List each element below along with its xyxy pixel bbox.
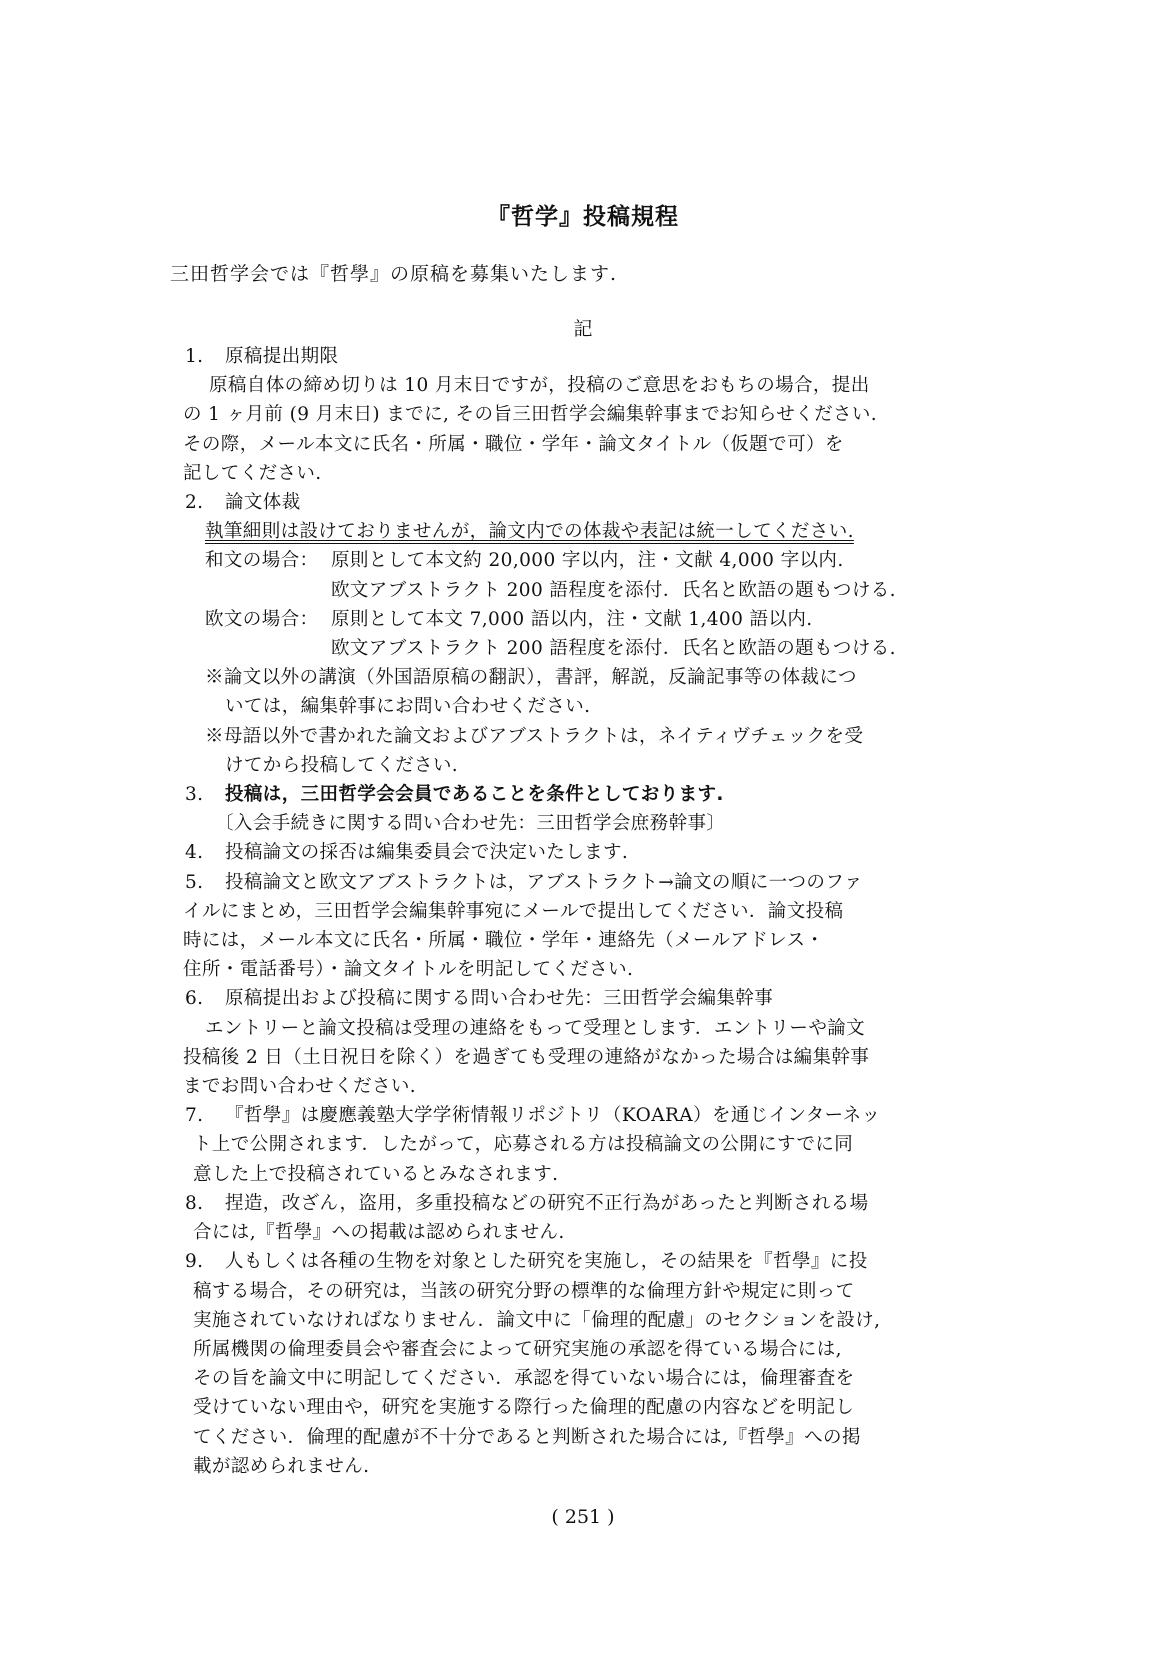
rule-heading: 投稿は，三田哲学会会員であることを条件としております.: [225, 784, 724, 806]
rule-item-2: [183, 488, 995, 517]
rule-line: 載が認められません.: [193, 1455, 370, 1477]
rule-number: 5.: [185, 871, 204, 893]
rule-item-6: [183, 984, 995, 1013]
rule-9-body: [183, 1277, 995, 1481]
rules-list: [183, 342, 995, 1481]
membership-contact: 〔入会手続きに関する問い合わせ先：三田哲学会庶務幹事〕: [215, 813, 726, 835]
rule-number: 9.: [185, 1251, 204, 1273]
rule-line: 人もしくは各種の生物を対象とした研究を実施し，その結果を『哲學』に投: [225, 1251, 868, 1273]
document-title: 『哲学』投稿規程: [487, 204, 679, 230]
rule-1-body: [183, 371, 995, 488]
format-unify-note: 執筆細則は設けておりませんが，論文内での体裁や表記は統一してください.: [205, 521, 854, 543]
rule-line: イルにまとめ，三田哲学会編集幹事宛にメールで提出してください．論文投稿: [183, 900, 844, 922]
rule-number: 8.: [185, 1192, 204, 1214]
rule-7-body: [183, 1130, 995, 1188]
rule-item-4: [183, 838, 995, 867]
rule-line: 投稿後 2 日（土日祝日を除く）を過ぎても受理の連絡がなかった場合は編集幹事: [183, 1046, 870, 1068]
note-line: いては，編集幹事にお問い合わせください.: [225, 696, 591, 718]
spec-line: 欧文アブストラクト 200 語程度を添付．氏名と欧語の題もつける.: [331, 579, 896, 601]
rule-number: 1.: [185, 346, 204, 367]
rule-8-body: [183, 1218, 995, 1247]
rule-line: エントリーと論文投稿は受理の連絡をもって受理とします．エントリーや論文: [205, 1017, 866, 1039]
note-line: ※母語以外で書かれた論文およびアブストラクトは，ネイティヴチェックを受: [205, 725, 864, 747]
rule-2-body: [183, 517, 995, 780]
rule-number: 2.: [185, 492, 204, 514]
rule-number: 6.: [185, 988, 204, 1010]
rule-line: 投稿論文と欧文アブストラクトは，アブストラクト→論文の順に一つのファ: [225, 871, 863, 893]
rule-line: 時には，メール本文に氏名・所属・職位・学年・連絡先（メールアドレス・: [183, 930, 825, 952]
rule-line: 所属機関の倫理委員会や審査会によって研究実施の承認を得ている場合には,: [193, 1338, 842, 1360]
spec-european: [205, 605, 995, 634]
rule-line: 受けていない理由や，研究を実施する際行った倫理的配慮の内容などを明記し: [193, 1397, 855, 1419]
rule-item-1: [183, 342, 995, 371]
spec-line: 原則として本文約 20,000 字以内，注・文献 4,000 字以内.: [331, 550, 844, 572]
rule-number: 3.: [185, 784, 204, 806]
rule-item-5: [183, 868, 995, 897]
rule-1-line: 原稿自体の締め切りは 10 月末日ですが，投稿のご意思をおもちの場合，提出: [209, 375, 870, 397]
rule-item-3: [183, 780, 995, 809]
rule-line: 捏造，改ざん，盗用，多重投稿などの研究不正行為があったと判断される場: [225, 1192, 869, 1214]
rule-line: 稿する場合，その研究は，当該の研究分野の標準的な倫理方針や規定に則って: [193, 1280, 855, 1302]
spec-line: 欧文アブストラクト 200 語程度を添付．氏名と欧語の題もつける.: [331, 638, 896, 660]
rule-heading: 論文体裁: [225, 492, 301, 514]
rule-line: 実施されていなければなりません．論文中に「倫理的配慮」のセクションを設け,: [193, 1309, 881, 1331]
rule-item-8: [183, 1189, 995, 1218]
intro-text: 三田哲学会では『哲學』の原稿を募集いたします.: [170, 263, 618, 285]
rule-line: ト上で公開されます．したがって，応募される方は投稿論文の公開にすでに同: [193, 1134, 854, 1156]
note-line: ※論文以外の講演（外国語原稿の翻訳），書評，解説，反論記事等の体裁につ: [205, 667, 857, 689]
rule-1-line: その際，メール本文に氏名・所属・職位・学年・論文タイトル（仮題で可）を: [183, 433, 844, 455]
rule-item-9: [183, 1247, 995, 1276]
page-number: ( 251 ): [551, 1506, 615, 1528]
spec-label: 和文の場合：: [205, 550, 319, 572]
spec-japanese: [205, 546, 995, 575]
rule-6-body: [183, 1014, 995, 1102]
rule-number: 4.: [185, 842, 204, 864]
rule-line: てください．倫理的配慮が不十分であると判断された場合には,『哲學』への掲: [193, 1426, 861, 1448]
rule-5-body: [183, 897, 995, 985]
note-line: けてから投稿してください.: [225, 754, 459, 776]
rule-line: 住所・電話番号）・論文タイトルを明記してください.: [183, 959, 634, 981]
ki-heading: 記: [573, 318, 593, 340]
rule-1-line: 記してください.: [183, 462, 322, 484]
rule-heading: 原稿提出および投稿に関する問い合わせ先：三田哲学会編集幹事: [225, 988, 774, 1010]
rule-line: までお問い合わせください.: [183, 1076, 417, 1098]
rule-1-line: の 1 ヶ月前 (9 月末日) までに, その旨三田哲学会編集幹事までお知らせください.: [183, 404, 878, 426]
rule-heading: 原稿提出期限: [225, 346, 339, 367]
rule-number: 7.: [185, 1105, 204, 1127]
rule-text: 投稿論文の採否は編集委員会で決定いたします.: [225, 842, 629, 864]
rule-line: その旨を論文中に明記してください．承認を得ていない場合には，倫理審査を: [193, 1368, 855, 1390]
rule-line: 意した上で投稿されているとみなされます.: [193, 1163, 559, 1185]
spec-line: 原則として本文 7,000 語以内，注・文献 1,400 語以内.: [331, 608, 813, 630]
spec-label: 欧文の場合：: [205, 608, 319, 630]
rule-item-7: [183, 1101, 995, 1130]
rule-line: 合には,『哲學』への掲載は認められません.: [193, 1222, 565, 1244]
rule-line: 『哲學』は慶應義塾大学学術情報リポジトリ（KOARA）を通じインターネッ: [225, 1105, 881, 1127]
